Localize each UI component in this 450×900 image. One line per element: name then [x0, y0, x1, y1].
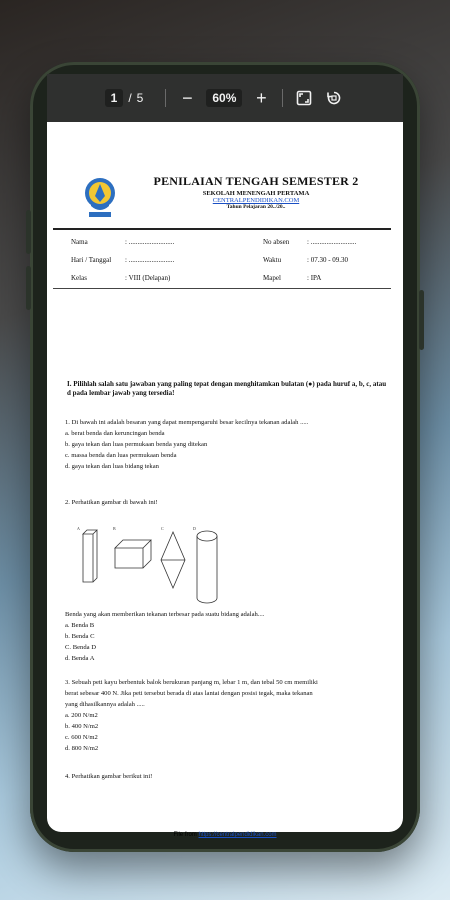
zoom-in-button[interactable]: + — [256, 88, 267, 108]
document-footer — [47, 832, 403, 838]
header-rule — [53, 228, 391, 230]
noabsen-label: No absen — [263, 238, 290, 246]
exam-title: PENILAIAN TENGAH SEMESTER 2 — [153, 174, 359, 188]
shapes-figure — [75, 524, 225, 608]
site-link[interactable]: CENTRALPENDIDIKAN.COM — [212, 197, 300, 204]
pdf-page[interactable] — [59, 126, 391, 826]
fit-page-icon — [296, 90, 312, 106]
question-2-option-b: b. Benda C — [65, 633, 95, 640]
toolbar-divider — [282, 89, 283, 107]
question-3-line-1: 3. Sebuah peti kayu berbentuk balok berukuran panjang m, lebar 1 m, dan tebal 50 cm memiliki — [65, 679, 318, 686]
page-separator: / — [128, 91, 132, 105]
question-1-text: 1. Di bawah ini adalah besaran yang dapat mempengaruhi besar kecilnya tekanan adalah ..... — [65, 419, 309, 426]
footer-prefix: File from — [173, 832, 197, 838]
question-2-option-a: a. Benda B — [65, 622, 95, 629]
question-1-option-d: d. gaya tekan dan luas bidang tekan — [65, 463, 159, 470]
pdf-toolbar — [47, 74, 403, 122]
instruction-text: I. Pilihlah salah satu jawaban yang paling tepat dengan menghitamkan bulatan (●) pada huruf a, b, c, atau d pada lembar jawab yang tersedia! — [67, 380, 387, 397]
school-year: Tahun Pelajaran 20../20.. — [226, 204, 286, 210]
page-indicator — [105, 89, 144, 107]
question-3-option-a: a. 200 N/m2 — [65, 712, 98, 719]
question-3-option-d: d. 800 N/m2 — [65, 745, 99, 752]
figure-label-b: B — [113, 526, 116, 531]
question-2-question: Benda yang akan memberikan tekanan terbesar pada suatu bidang adalah.... — [65, 611, 265, 618]
toolbar-divider — [165, 89, 166, 107]
school-name: SEKOLAH MENENGAH PERTAMA — [202, 190, 310, 197]
current-page-field[interactable]: 1 — [105, 89, 124, 107]
fit-page-button[interactable] — [293, 87, 315, 109]
question-2-option-c: C. Benda D — [65, 644, 96, 651]
footer-link[interactable]: https://centralpendidikan.com — [198, 832, 277, 838]
fields-rule — [53, 288, 391, 289]
school-logo-icon — [83, 176, 117, 220]
question-2-option-d: d. Benda A — [65, 655, 95, 662]
noabsen-value: : .......................... — [307, 238, 357, 246]
question-4-text: 4. Perhatikan gambar berikut ini! — [65, 773, 153, 780]
volume-down-button — [26, 266, 31, 310]
mapel-label: Mapel — [263, 274, 281, 282]
nama-label: Nama — [71, 238, 88, 246]
figure-label-a: A — [77, 526, 80, 531]
hari-label: Hari / Tanggal — [71, 256, 112, 264]
question-3-option-b: b. 400 N/m2 — [65, 723, 99, 730]
question-3-line-3: yang dihasilkannya adalah ..... — [65, 701, 145, 708]
header-title-block — [131, 174, 381, 210]
waktu-value: : 07.30 - 09.30 — [307, 256, 349, 264]
volume-up-button — [26, 210, 31, 254]
question-3-option-c: c. 600 N/m2 — [65, 734, 98, 741]
question-1-option-c: c. massa benda dan luas permukaan benda — [65, 452, 177, 459]
mapel-value: : IPA — [307, 274, 322, 282]
question-2-text: 2. Perhatikan gambar di bawah ini! — [65, 499, 158, 506]
pdf-viewer-screen — [47, 74, 403, 838]
question-1-option-a: a. berat benda dan keruncingan benda — [65, 430, 165, 437]
waktu-label: Waktu — [263, 256, 282, 264]
question-3-line-2: berat sebesar 400 N. Jika peti tersebut berada di atas lantai dengan posisi tegak, maka tekanan — [65, 690, 313, 697]
hari-value: : .......................... — [125, 256, 175, 264]
figure-label-d: D — [193, 526, 196, 531]
kelas-label: Kelas — [71, 274, 87, 282]
nama-value: : .......................... — [125, 238, 175, 246]
zoom-out-button[interactable]: − — [182, 88, 193, 108]
rotate-icon — [326, 90, 342, 106]
total-pages: 5 — [136, 91, 144, 105]
kelas-value: : VIII (Delapan) — [125, 274, 171, 282]
zoom-level-field[interactable]: 60% — [206, 89, 242, 107]
rotate-button[interactable] — [323, 87, 345, 109]
question-1-option-b: b. gaya tekan dan luas permukaan benda yang ditekan — [65, 441, 208, 448]
figure-label-c: C — [161, 526, 164, 531]
power-button — [419, 290, 424, 350]
document-header — [59, 174, 391, 224]
